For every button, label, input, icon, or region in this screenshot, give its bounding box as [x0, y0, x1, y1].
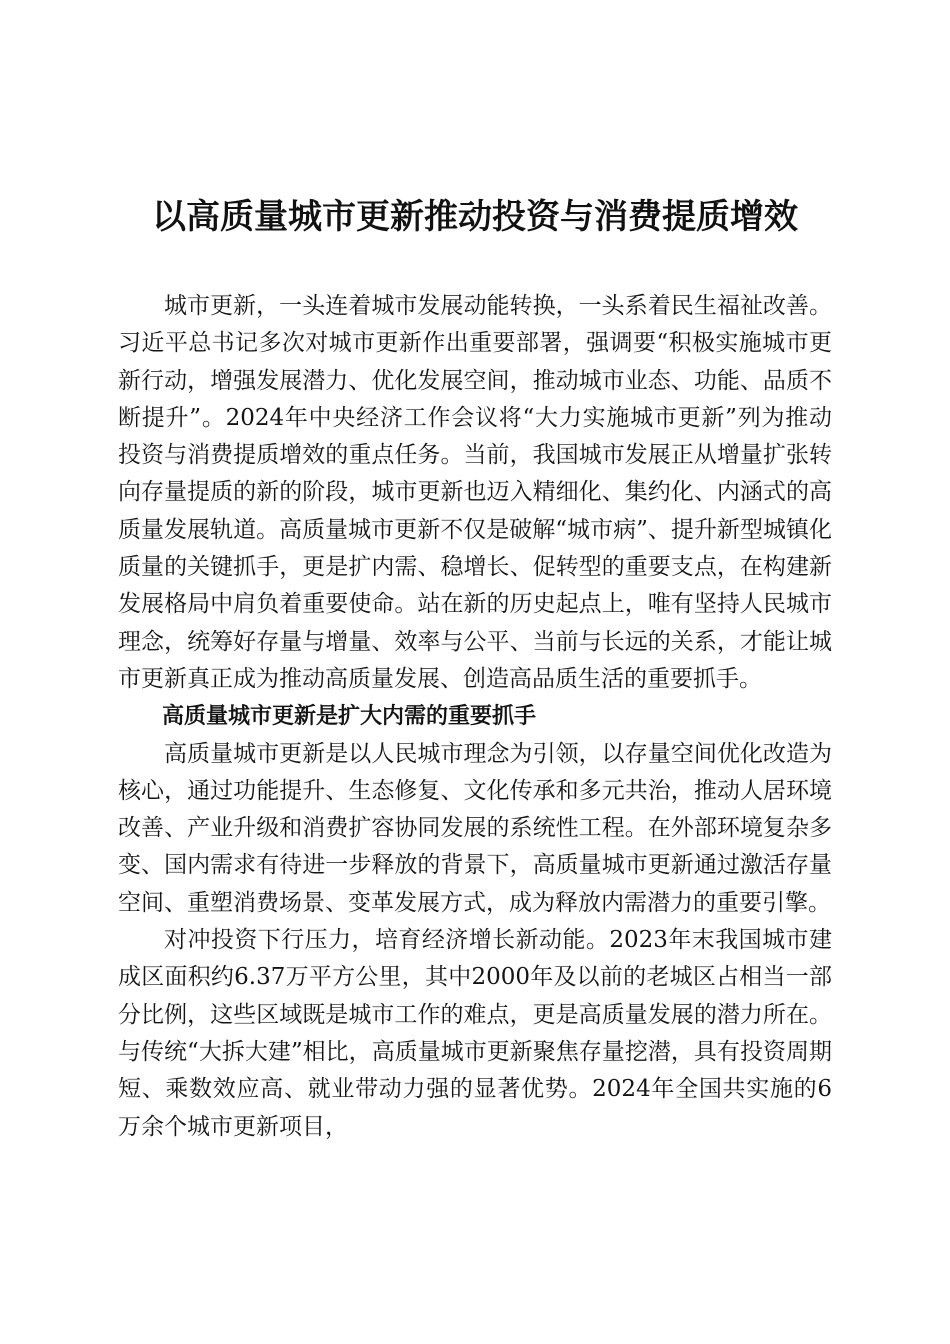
document-title: 以高质量城市更新推动投资与消费提质增效	[152, 197, 798, 237]
section-paragraph: 对冲投资下行压力，培育经济增长新动能。2023年末我国城市建成区面积约6.37万平方公里，其中2000年及以前的老城区占相当一部分比例，这些区域既是城市工作的难点，更是高质量发展的潜力所在。与传统“大拆大建”相比，高质量城市更新聚焦存量挖潜，具有投资周期短、乘数效应高、就业带动力强的显著优势。2024年全国共实施的6万余个城市更新项目，	[118, 927, 832, 1140]
section-paragraph: 高质量城市更新是以人民城市理念为引领，以存量空间优化改造为核心，通过功能提升、生态修复、文化传承和多元共治，推动人居环境改善、产业升级和消费扩容协同发展的系统性工程。在外部环境复杂多变、国内需求有待进一步释放的背景下，高质量城市更新通过激活存量空间、重塑消费场景、变革发展方式，成为释放内需潜力的重要引擎。	[118, 740, 832, 916]
document-body	[118, 288, 832, 1146]
section-heading: 高质量城市更新是扩大内需的重要抓手	[162, 704, 537, 730]
intro-paragraph: 城市更新，一头连着城市发展动能转换，一头系着民生福祉改善。习近平总书记多次对城市更新作出重要部署，强调要“积极实施城市更新行动，增强发展潜力、优化发展空间，推动城市业态、功能、品质不断提升”。2024年中央经济工作会议将“大力实施城市更新”列为推动投资与消费提质增效的重点任务。当前，我国城市发展正从增量扩张转向存量提质的新的阶段，城市更新也迈入精细化、集约化、内涵式的高质量发展轨道。高质量城市更新不仅是破解“城市病”、提升新型城镇化质量的关键抓手，更是扩内需、稳增长、促转型的重要支点，在构建新发展格局中肩负着重要使命。站在新的历史起点上，唯有坚持人民城市理念，统筹好存量与增量、效率与公平、当前与长远的关系，才能让城市更新真正成为推动高质量发展、创造高品质生活的重要抓手。	[118, 293, 832, 692]
